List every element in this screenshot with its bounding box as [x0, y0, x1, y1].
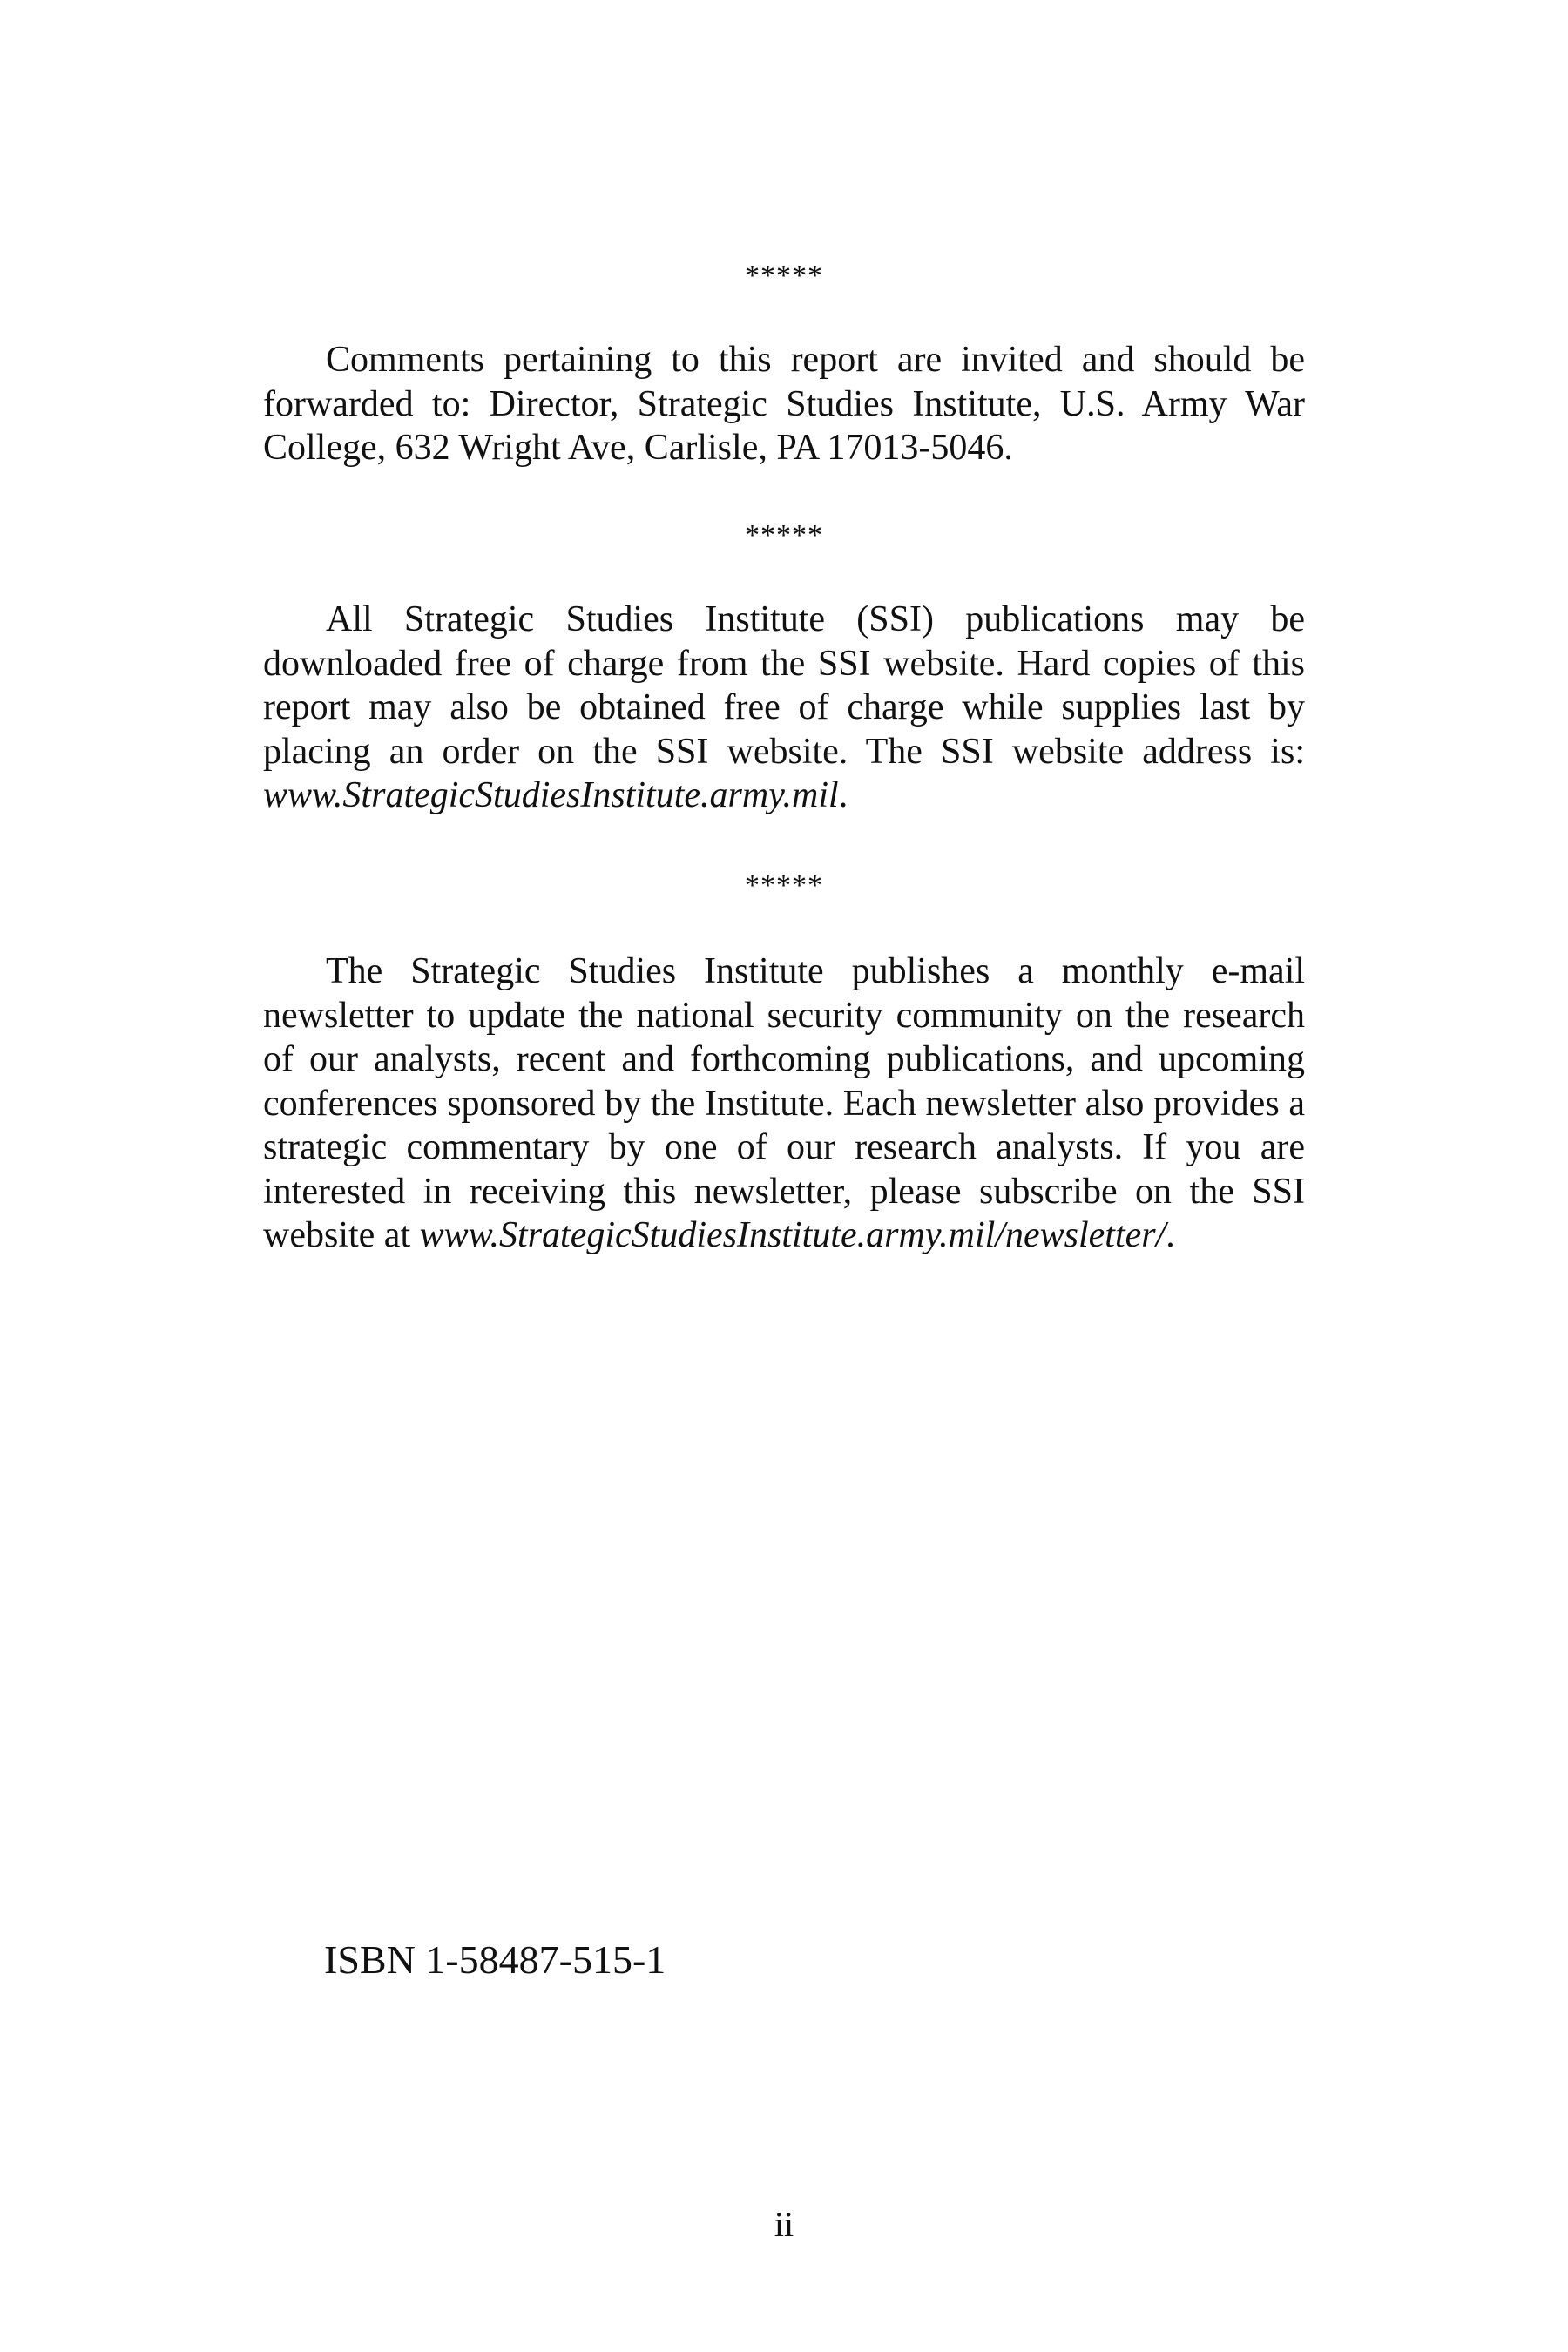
comments-text: Comments pertaining to this report are invited and should be forwarded to: Director, Strategic Studies Institute, U.S. Army War College, 632 Wright Ave, Carlisle, PA 17013-5046.	[263, 340, 1305, 468]
newsletter-website-link[interactable]: www.StrategicStudiesInstitute.army.mil/newsletter/	[419, 1215, 1166, 1255]
page-number: ii	[774, 2205, 794, 2244]
separator-asterisks: *****	[745, 869, 823, 902]
comments-paragraph	[263, 338, 1305, 470]
separator-asterisks: *****	[745, 519, 823, 551]
ssi-website-link[interactable]: www.StrategicStudiesInstitute.army.mil	[263, 775, 839, 815]
downloads-end: .	[838, 775, 848, 815]
separator-asterisks: *****	[745, 260, 823, 292]
newsletter-end: .	[1166, 1215, 1175, 1255]
newsletter-paragraph	[263, 950, 1305, 1258]
newsletter-section	[263, 950, 1305, 1258]
downloads-text: All Strategic Studies Institute (SSI) publications may be downloaded free of charge from the SSI website. Hard copies of this report may also be obtained free of charge while supplies last by placing an order on the SSI website. The SSI website address is:	[263, 599, 1305, 772]
newsletter-text: The Strategic Studies Institute publishes a monthly e-mail newsletter to update the national security community on the research of our analysts, recent and forthcoming publications, and upcoming conferences sponsored by the Institute. Each newsletter also provides a strategic commentary by one of our research analysts. If you are interested in receiving this newsletter, please subscribe on the SSI website at	[263, 951, 1305, 1255]
downloads-paragraph	[263, 598, 1305, 818]
comments-section	[263, 338, 1305, 470]
isbn-number: ISBN 1-58487-515-1	[324, 1937, 666, 1982]
downloads-section	[263, 598, 1305, 818]
